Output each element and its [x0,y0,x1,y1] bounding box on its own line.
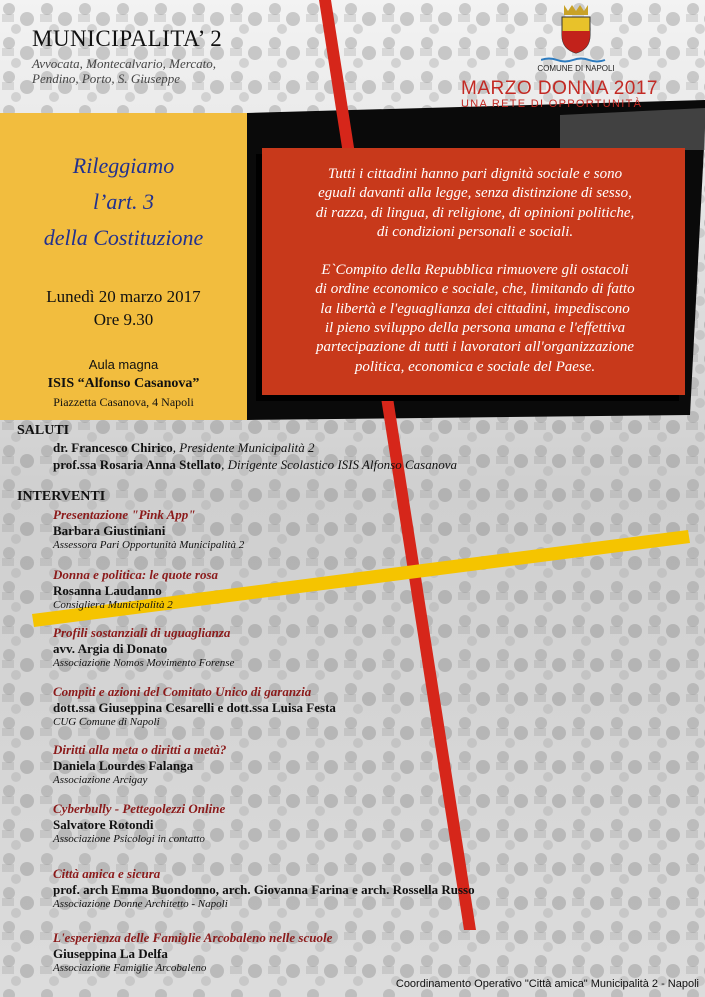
intervento-item [53,684,336,728]
logo-caption: COMUNE DI NAPOLI [537,64,615,73]
intervento-item [53,742,226,786]
intervento-speaker: dott.ssa Giuseppina Cesarelli e dott.ssa Luisa Festa [53,700,336,715]
intervento-affiliation: Associazione Nomos Movimento Forense [53,657,235,669]
intervento-item [53,866,475,910]
interventi-heading: INTERVENTI [17,489,106,504]
coat-of-arms-icon [556,3,596,55]
wave-icon [541,57,611,63]
venue-room: Aula magna [88,357,159,372]
event-time: Ore 9.30 [93,310,154,329]
event-topic: Rileggiamo l’art. 3 della Costituzione [43,153,204,250]
intervento-affiliation: Associazione Psicologi in contatto [53,833,205,845]
intervento-title: L'esperienza delle Famiglie Arcobaleno nelle scuole [53,930,333,945]
intervento-speaker: avv. Argia di Donato [53,641,168,656]
intervento-title: Città amica e sicura [53,866,161,881]
intervento-speaker: Rosanna Laudanno [53,583,162,598]
article-text: Tutti i cittadini hanno pari dignità sociale e sono eguali davanti alla legge, senza distinzione di sesso, di razza, di lingua, di religione, di opinioni politiche, di condizioni personali e sociali. E`Compito della Repubblica rimuovere gli ostacoli di ordine economico e sociale, che, limitando di fatto la libertà e l'eguaglianza dei cittadini, impediscono il pieno sviluppo della persona umana e l'effettiva partecipazione di tutti i lavoratori all'organizzazione politica, economica e sociale del Paese. [315,166,635,375]
intervento-item [53,507,244,551]
intervento-item [53,567,218,611]
event-tagline: UNA RETE DI OPPORTUNITÀ [461,98,643,110]
event-venue [0,355,247,412]
saluti-item: prof.ssa Rosaria Anna Stellato, Dirigente Scolastico ISIS Alfonso Casanova [53,457,457,472]
saluti-item: dr. Francesco Chirico, Presidente Municipalità 2 [53,440,315,455]
saluti-heading: SALUTI [17,423,70,438]
comune-logo [536,3,616,73]
venue-name: ISIS “Alfonso Casanova” [47,376,200,391]
venue-address: Piazzetta Casanova, 4 Napoli [53,395,194,409]
intervento-item [53,801,225,845]
intervento-title: Compiti e azioni del Comitato Unico di garanzia [53,684,312,699]
intervento-affiliation: CUG Comune di Napoli [53,716,160,728]
intervento-title: Cyberbully - Pettegolezzi Online [53,801,226,816]
intervento-title: Diritti alla meta o diritti a metà? [53,742,227,757]
intervento-speaker: Barbara Giustiniani [53,523,166,538]
intervento-affiliation: Associazione Donne Architetto - Napoli [53,898,228,910]
intervento-speaker: Daniela Lourdes Falanga [53,758,194,773]
intervento-title: Profili sostanziali di uguaglianza [53,625,231,640]
municipality-title: MUNICIPALITA’ 2 [32,26,223,51]
intervento-title: Donna e politica: le quote rosa [53,567,219,582]
intervento-speaker: prof. arch Emma Buondonno, arch. Giovanna Farina e arch. Rossella Russo [53,882,475,897]
event-brand: MARZO DONNA 2017 [461,78,658,99]
intervento-affiliation: Consigliera Municipalità 2 [53,599,173,611]
municipality-districts: Avvocata, Montecalvario, Mercato, Pendino, Porto, S. Giuseppe [32,56,216,86]
intervento-affiliation: Associazione Famiglie Arcobaleno [53,962,207,974]
intervento-title: Presentazione "Pink App" [53,507,196,522]
intervento-speaker: Salvatore Rotondi [53,817,154,832]
intervento-item [53,625,234,669]
intervento-speaker: Giuseppina La Delfa [53,946,168,961]
event-datetime [0,285,247,331]
intervento-affiliation: Associazione Arcigay [53,774,148,786]
intervento-affiliation: Assessora Pari Opportunità Municipalità 2 [53,539,245,551]
intervento-item [53,930,332,974]
footer-credit: Coordinamento Operativo "Città amica" Municipalità 2 - Napoli [395,978,699,990]
event-date: Lunedì 20 marzo 2017 [46,287,201,306]
